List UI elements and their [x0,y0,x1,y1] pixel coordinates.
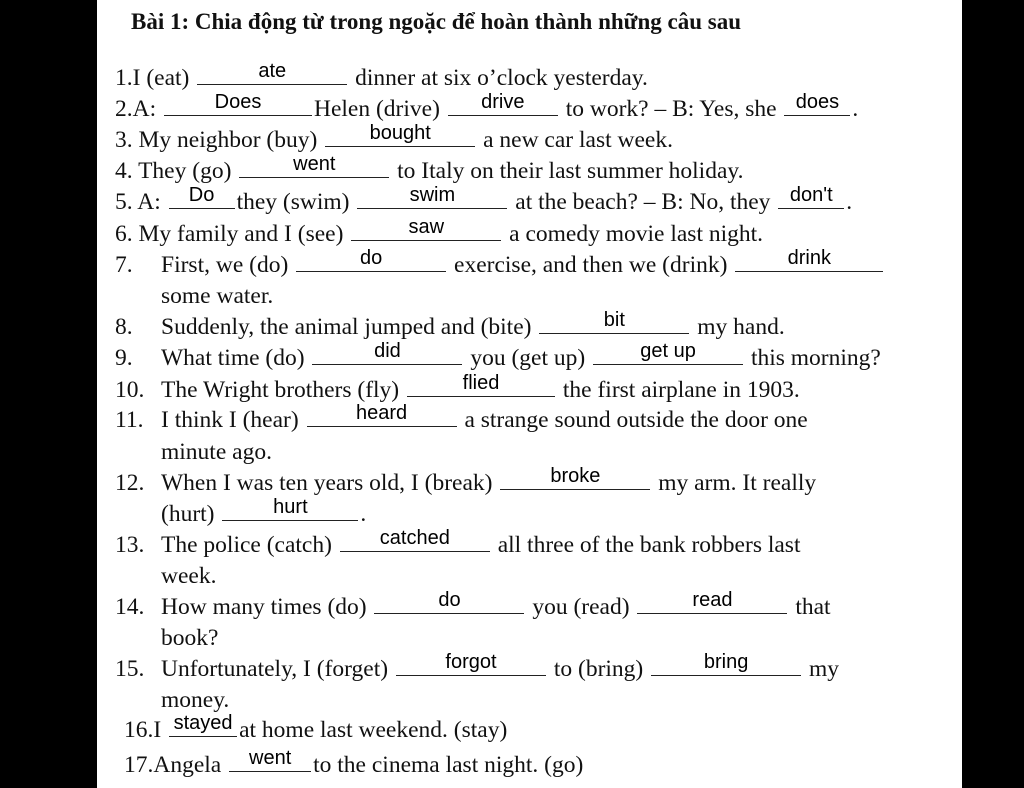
question-2: 2.A: Does Helen (drive) drive to work? – B: Yes, she does . [115,91,859,122]
question-15-continued: money. [161,687,230,713]
exercise-title: Bài 1: Chia động từ trong ngoặc để hoàn thành những câu sau [131,9,742,34]
answer-blank[interactable]: went [229,751,311,772]
answer-blank[interactable]: did [312,344,462,365]
answer-blank[interactable]: do [296,251,446,272]
answer-blank[interactable]: don't [778,188,844,209]
question-12: 12. When I was ten years old, I (break) broke my arm. It really [115,465,817,496]
answer-blank[interactable]: does [784,95,850,116]
question-16: 16.I stayed at home last weekend. (stay) [124,712,508,743]
answer-blank[interactable]: hurt [222,500,358,521]
question-13-continued: week. [161,563,217,589]
question-8: 8. Suddenly, the animal jumped and (bite) bit my hand. [115,309,785,340]
question-7-continued: some water. [161,283,274,309]
answer-blank[interactable]: broke [500,469,650,490]
answer-blank[interactable]: flied [407,376,555,397]
answer-blank[interactable]: drive [448,95,558,116]
answer-blank[interactable]: bought [325,126,475,147]
answer-blank[interactable]: forgot [396,655,546,676]
question-3: 3. My neighbor (buy) bought a new car last week. [115,122,673,153]
answer-blank[interactable]: bit [539,313,689,334]
answer-blank[interactable]: heard [307,406,457,427]
question-11-continued: minute ago. [161,439,272,465]
question-10: 10. The Wright brothers (fly) flied the first airplane in 1903. [115,372,800,403]
answer-blank[interactable]: do [374,593,524,614]
worksheet-page [97,0,962,788]
answer-blank[interactable]: swim [357,188,507,209]
question-13: 13. The police (catch) catched all three of the bank robbers last [115,527,801,558]
question-17: 17.Angela went to the cinema last night. (go) [124,747,584,778]
question-15: 15. Unfortunately, I (forget) forgot to (bring) bring my [115,651,840,682]
question-9: 9. What time (do) did you (get up) get up this morning? [115,340,881,371]
question-7: 7. First, we (do) do exercise, and then we (drink) drink [115,251,885,279]
question-1: 1.I (eat) ate dinner at six o’clock yesterday. [115,60,648,91]
question-14-continued: book? [161,625,219,651]
answer-blank[interactable]: went [239,157,389,178]
question-12-continued: (hurt) hurt . [161,496,367,527]
answer-blank[interactable]: drink [735,251,883,272]
answer-blank[interactable]: saw [351,220,501,241]
question-14: 14. How many times (do) do you (read) read that [115,589,831,620]
question-5: 5. A: Do they (swim) swim at the beach? – B: No, they don't . [115,184,853,215]
answer-blank[interactable]: get up [593,344,743,365]
question-11: 11. I think I (hear) heard a strange sound outside the door one [115,402,808,433]
answer-blank[interactable]: Does [164,95,312,116]
answer-blank[interactable]: stayed [169,716,237,737]
answer-blank[interactable]: Do [169,188,235,209]
answer-blank[interactable]: ate [197,64,347,85]
question-6: 6. My family and I (see) saw a comedy movie last night. [115,216,764,247]
answer-blank[interactable]: catched [340,531,490,552]
question-4: 4. They (go) went to Italy on their last summer holiday. [115,153,744,184]
answer-blank[interactable]: read [637,593,787,614]
answer-blank[interactable]: bring [651,655,801,676]
